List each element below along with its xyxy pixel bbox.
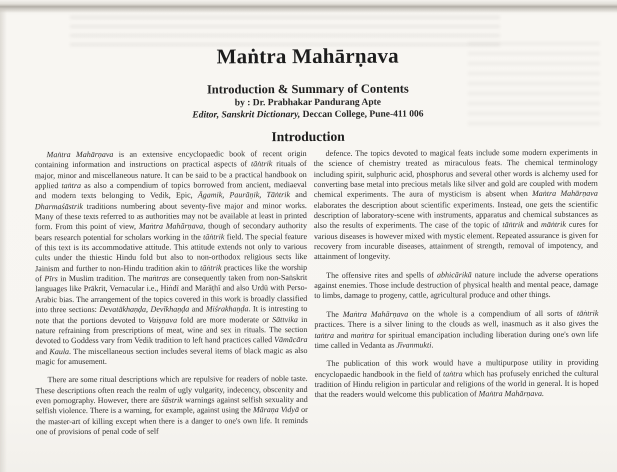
paragraph: There are some ritual descriptions which are repulsive for readers of noble taste. These descriptions often reach the realm of ugly vulgarity, indecency, obscenity and even pornography. However, there are śāstrik warnings against selfish sexuality and selfish violence. There is a warning, for example, against using the Māraṇa Vidyā or the master-art of killing except when there is a danger to one's own life. It reminds one of provisions of penal code of self <box>35 374 308 437</box>
page-header <box>0 43 617 146</box>
paragraph: Maṅtra Mahārṇava is an extensive encyclopaedic book of recent origin containing information and instructions on practical aspects of tāṅtrik rituals of major, minor and miscellaneous nature. It can be said to be a practical handbook on applied taṅtra as also a compendium of topics borrowed from ancient, mediaeval and modern texts belonging to Vedik, Epic, Āgamik, Paurāṇik, Tāṅtrik and Dharmaśāstrik traditions numbering about seventy-five major and minor works. Many of these texts referred to as authorities may not be available at least in printed form. From this point of view, Maṅtra Mahārṇava, though of secondary authority bears research potential for scholars working in the tāṅtrik field. The special feature of this text is its accommodative attitude. This attitude extends not only to various cults under the thiestic Hindu fold but also to non-orthodox religious sects like Jainism and further to non-Hindu tradition akin to tāṅtrik practices like the worship of Pīrs in Muslim tradition. The maṅtras are consequently taken from non-Saṅskrit languages like Prākrit, Vernacular i.e., Hiṅdī and Marāṭhī and also Urdū with Perso-Arabic bias. The arrangement of the topics covered in this work is broadly classified into three sections: Devatākhaṇḍa, Devīkhaṇḍa and Miśrakhaṇḍa. It is intresting to note that the portions devoted to Vaiṣṇava fold are more moderate or Sāttvika in nature refraining from prescriptions of meat, wine and sex in rituals. The section devoted to Goddess vary from Vedik tradition to left hand practices called Vāmācāra and Kaula. The miscellaneous section includes several items of black magic as also magic for amusement. <box>34 149 308 367</box>
left-column <box>35 149 308 437</box>
editor-affiliation-line: Editor, Sanskrit Dictionary, Deccan College, Pune-411 006 <box>192 109 424 121</box>
paragraph: The publication of this work would have a multipurpose utility in providing encyclopaedic handbook in the field of taṅtra which has profusely enriched the cultural tradition of Hindu religion in particular and religions of the world in general. It is hoped that the readers would welcome this publication of Maṅtra Mahārṇava. <box>314 357 599 400</box>
paragraph: The offensive rites and spells of abhicārikā nature include the adverse operations against enemies. Those include destruction of physical health and mental peace, damage to limbs, damage to progeny, cattle, agricultural produce and other things. <box>314 269 599 301</box>
two-column-text-block <box>35 148 599 438</box>
contents-subtitle: Introduction & Summary of Contents <box>206 81 409 97</box>
section-heading-introduction: Introduction <box>271 128 345 145</box>
paragraph: defence. The topics devoted to magical feats include some modern experiments in the science of chemistry treated as miraculous feats. The chemical terminology including spirit, sulphuric acid, phosphorus and several other words is alchemy used for converting base metal into precious metals like silver and gold are coupled with modern chemical experiments. The aura of mysticism is absent when Maṅtra Mahārṇava elaborates the description about scientific experiments. Instead, one gets the scientific description of laboratory-scene with instruments, apparatus and chemical substances as also the results of experiments. The case of the topic of tāṅtrik and māṅtrik cures for various diseases is however mixed with mystic element. Repeated assurance is given for recovery from incurable diseases, attainment of strength, removal of impotency, and attainment of longevity. <box>313 147 599 262</box>
right-column <box>314 148 599 437</box>
book-title: Maṅtra Mahārṇava <box>216 43 399 69</box>
paragraph: The Maṅtra Mahārṇava on the whole is a compendium of all sorts of tāṅtrik practices. There is a silver lining to the clouds as well, inasmuch as it also gives the taṅtra and maṅtra for spiritual emancipation including liberation during one's own life time called in Vedanta as Jīvanmukti. <box>314 308 599 350</box>
author-byline: by : Dr. Prabhakar Pandurang Apte <box>234 97 382 109</box>
